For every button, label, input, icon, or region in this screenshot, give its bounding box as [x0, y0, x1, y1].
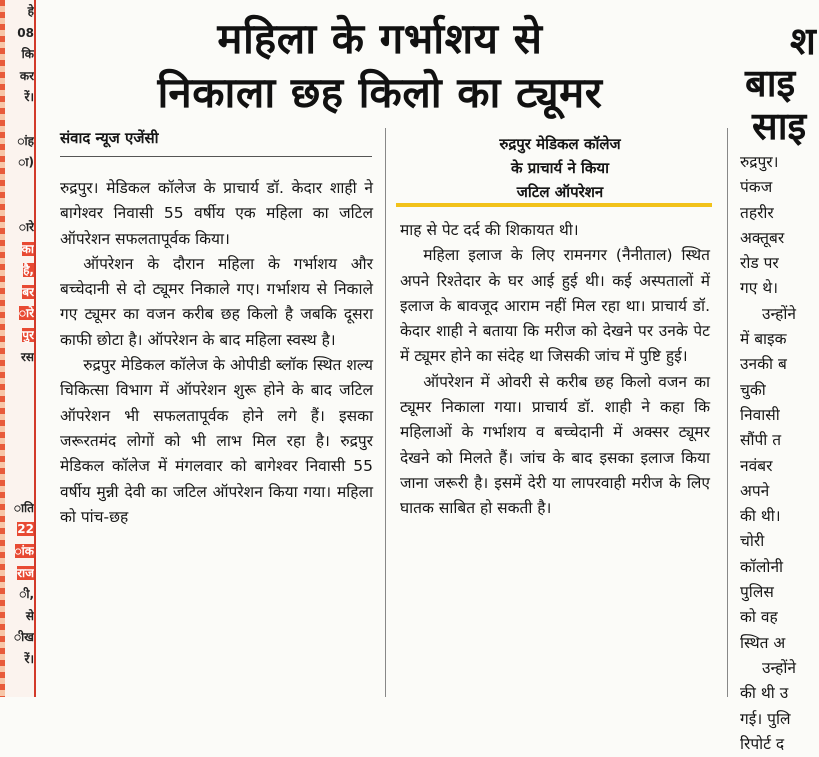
headline-line-2: निकाला छह किलो का ट्यूमर	[157, 68, 603, 117]
strip-text-line: रें।	[24, 90, 34, 105]
right-column-line: रिपोर्ट द	[740, 734, 785, 753]
right-column-line: निवासी	[740, 405, 780, 424]
subheading-underline	[396, 203, 712, 207]
right-headline-line-3: साइ	[752, 104, 807, 148]
strip-text-line: ाति	[13, 500, 34, 515]
right-column-line: पंकज	[740, 178, 773, 197]
subheading-line-2: के प्राचार्य ने किया	[510, 159, 610, 177]
paragraph: रुद्रपुर मेडिकल कॉलेज के ओपीडी ब्लॉक स्थित शल्य चिकित्सा विभाग में ऑपरेशन शुरू होने के बाद जटिल ऑपरेशन भी सफलतापूर्वक होने लगे हैं। इसका जरूरतमंद लोगों को भी लाभ मिल रहा है। रुद्रपुर मेडिकल कॉलेज में मंगलवार को बागेश्वर निवासी 55 वर्षीय मुन्नी देवी का जटिल ऑपरेशन किया गया। महिला को पांच-छह	[60, 356, 373, 526]
strip-text-line: हे	[27, 4, 34, 18]
strip-text-line: ांह	[17, 133, 34, 148]
decorative-border	[0, 0, 5, 697]
right-column-line: की थी उ	[740, 684, 789, 703]
paragraph: माह से पेट दर्द की शिकायत थी।	[400, 221, 579, 239]
right-column-line: नवंबर	[740, 456, 773, 475]
strip-text-line: कर	[19, 68, 34, 83]
right-column-line: में बाइक	[740, 330, 787, 349]
strip-text-line: ांक	[14, 544, 34, 558]
article-column-2	[400, 218, 710, 522]
left-adjacent-column	[0, 0, 36, 697]
right-column-line: गई। पुलि	[740, 709, 791, 728]
byline-rule	[60, 156, 372, 157]
strip-text-line: बर	[22, 284, 34, 299]
subheading-line-1: रुद्रपुर मेडिकल कॉलेज	[499, 135, 621, 153]
strip-text-line: 08	[17, 25, 34, 40]
right-headline-line-2: बाइ	[745, 61, 796, 105]
strip-text-line: से	[25, 608, 34, 623]
right-column-line: उन्होंने	[762, 658, 796, 677]
strip-text-line: राज	[17, 565, 34, 580]
right-column-line: तहरीर	[740, 203, 774, 222]
strip-text-line: है,	[23, 263, 34, 278]
strip-text-line: ी,	[19, 587, 34, 602]
right-article-column	[740, 150, 819, 757]
strip-text-line: रस	[20, 349, 34, 364]
paragraph: महिला इलाज के लिए रामनगर (नैनीताल) स्थित अपने रिश्तेदार के घर आई हुई थी। कई अस्पतालों में इलाज के बावजूद आराम नहीं मिल रहा था। प्राचार्य डॉ. केदार शाही ने बताया कि मरीज को देखने पर उनके पेट में ट्यूमर होने का संदेह था जिसकी जांच में पुष्टि हुई।	[400, 246, 710, 366]
right-column-line: अपने	[740, 481, 770, 500]
headline-line-1: महिला के गर्भाशय से	[217, 14, 543, 63]
paragraph: ऑपरेशन में ओवरी से करीब छह किलो वजन का ट्यूमर निकाला गया। प्राचार्य डॉ. शाही ने कहा कि महिलाओं के गर्भाशय व बच्चेदानी में अक्सर ट्यूमर देखने को मिलते हैं। जांच के बाद इसका इलाज किया जाना जरूरी है। इसमें देरी या लापरवाही मरीज के लिए घातक साबित हो सकती है।	[400, 372, 710, 518]
subheading-line-3: जटिल ऑपरेशन	[516, 183, 604, 201]
strip-text-line: कि	[21, 47, 34, 62]
right-column-line: कॉलोनी	[740, 557, 784, 576]
right-column-line: उनकी ब	[740, 355, 787, 374]
right-headline-line-1: श	[790, 19, 816, 63]
subheading	[400, 132, 720, 204]
right-column-line: को वह	[740, 608, 778, 627]
column-divider	[385, 128, 386, 697]
right-column-line: चुकी	[740, 380, 766, 399]
strip-text-line: ा)	[18, 155, 34, 170]
right-column-line: की थी।	[740, 507, 781, 526]
right-column-line: गए थे।	[740, 279, 779, 298]
strip-text-line: 22	[17, 522, 34, 537]
right-column-line: पुलिस	[740, 583, 774, 602]
right-column-line: स्थित अ	[740, 633, 786, 652]
right-column-line: अक्तूबर	[740, 228, 785, 247]
right-column-line: उन्होंने	[762, 304, 796, 323]
right-column-line: चोरी	[740, 532, 765, 551]
strip-text-line: रें।	[24, 652, 34, 666]
strip-text-line: ारे	[18, 306, 34, 321]
article-column-1	[60, 176, 373, 530]
strip-text-line: पुर	[22, 328, 34, 342]
strip-text-line: ीख	[13, 630, 34, 645]
byline: संवाद न्यूज एजेंसी	[60, 129, 159, 147]
paragraph: रुद्रपुर। मेडिकल कॉलेज के प्राचार्य डॉ. केदार शाही ने बागेश्वर निवासी 55 वर्षीय एक महिला का जटिल ऑपरेशन सफलतापूर्वक किया।	[60, 179, 373, 248]
right-column-line: सौंपी त	[740, 431, 782, 450]
right-column-line: रुद्रपुर।	[740, 153, 779, 171]
right-column-line: रोड पर	[740, 254, 779, 273]
article-divider	[727, 128, 728, 697]
paragraph: ऑपरेशन के दौरान महिला के गर्भाशय और बच्चेदानी से दो ट्यूमर निकाले गए। गर्भाशय से निकाले गए ट्यूमर का वजन करीब छह किलो है जबकि दूसरा काफी छोटा है। ऑपरेशन के बाद महिला स्वस्थ है।	[60, 254, 373, 349]
strip-text-line: का	[21, 241, 34, 256]
strip-text-line: ारे	[18, 220, 34, 234]
